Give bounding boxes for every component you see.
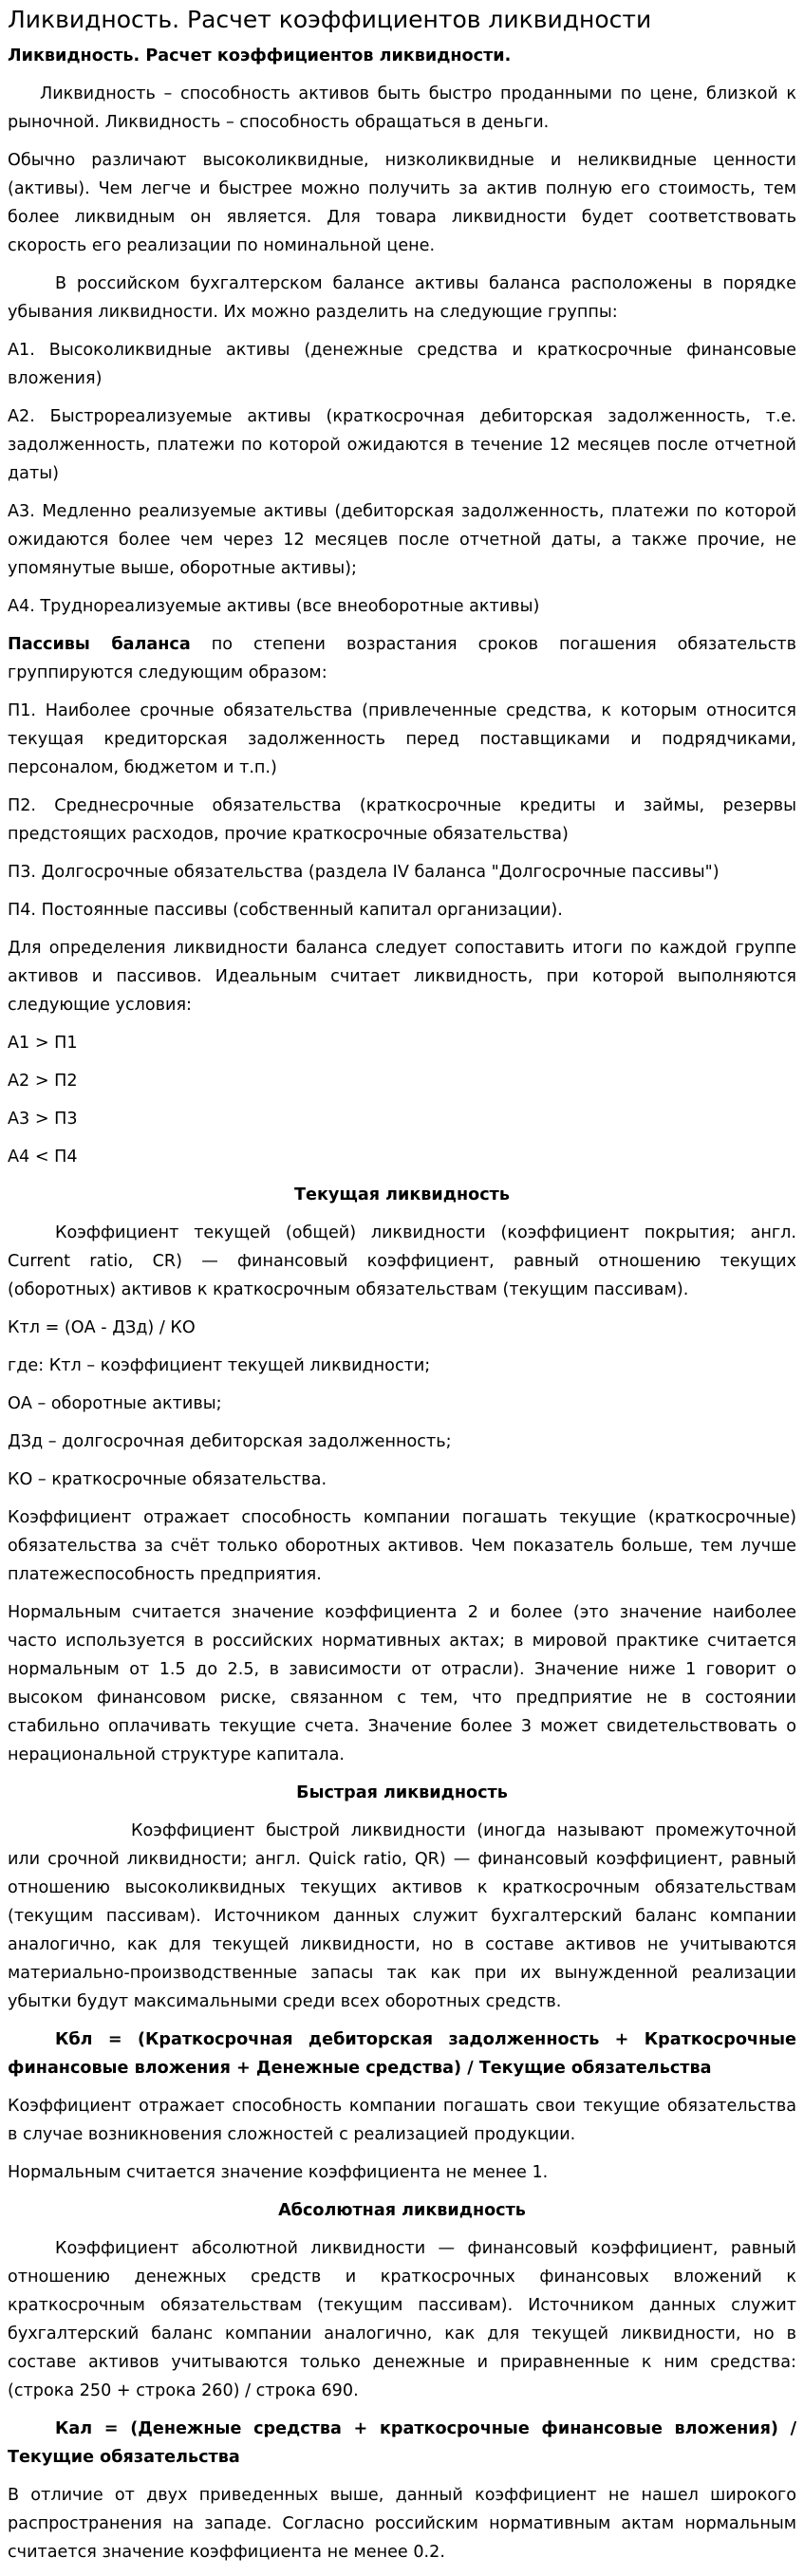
quick-definition: Коэффициент быстрой ликвидности (иногда называют промежуточной или срочной ликвидности; англ. Quick ratio, QR) — финансовый коэффициент, равный отношению высоколиквидных текущих активов к краткосрочным обязательствам (текущим пассивам). Источником данных служит бухгалтерский баланс компании аналогично, как для текущей ликвидности, но в составе активов не учитываются материально-производственные запасы так как при их вынужденной реализации убытки будут максимальными среди всех оборотных средств. bbox=[8, 1821, 796, 2011]
condition-item: А2 > П2 bbox=[8, 1072, 78, 1091]
document bbox=[0, 6, 804, 2567]
formula-legend-item: ОА – оборотные активы; bbox=[8, 1394, 222, 1413]
conditions-intro: Для определения ликвидности баланса следует сопоставить итоги по каждой группе активов и пассивов. Идеальным считает ликвидность, при которой выполняются следующие условия: bbox=[8, 939, 796, 1015]
intro-paragraph: В российском бухгалтерском балансе активы баланса расположены в порядке убывания ликвидности. Их можно разделить на следующие группы: bbox=[8, 274, 796, 322]
absolute-formula: Кал = (Денежные средства + краткосрочные финансовые вложения) / Текущие обязательства bbox=[8, 2419, 796, 2467]
subtitle: Ликвидность. Расчет коэффициентов ликвидности. bbox=[8, 47, 512, 65]
current-normal: Нормальным считается значение коэффициента 2 и более (это значение наиболее часто используется в российских нормативных актах; в мировой практике считается нормальным от 1.5 до 2.5, в зависимости от отрасли). Значение ниже 1 говорит о высоком финансовом риске, связанном с тем, что предприятие не в состоянии стабильно оплачивать текущие счета. Значение более 3 может свидетельствовать о нерациональной структуре капитала. bbox=[8, 1603, 796, 1764]
current-definition: Коэффициент текущей (общей) ликвидности (коэффициент покрытия; англ. Current ratio, CR) — финансовый коэффициент, равный отношению текущих (оборотных) активов к краткосрочным обязательствам (текущим пассивам). bbox=[8, 1223, 796, 1299]
liabilities-intro-rest: по степени возрастания сроков погашения обязательств группируются следующим образом: bbox=[8, 635, 796, 682]
quick-formula: Кбл = (Краткосрочная дебиторская задолженность + Краткосрочные финансовые вложения + Денежные средства) / Текущие обязательства bbox=[8, 2030, 796, 2078]
condition-item: А1 > П1 bbox=[8, 1034, 78, 1053]
condition-item: А3 > П3 bbox=[8, 1110, 78, 1129]
section-heading-current: Текущая ликвидность bbox=[294, 1185, 510, 1204]
asset-group-a4: А4. Труднореализуемые активы (все внеоборотные активы) bbox=[8, 597, 540, 616]
liability-group-p2: П2. Среднесрочные обязательства (краткосрочные кредиты и займы, резервы предстоящих расходов, прочие краткосрочные обязательства) bbox=[8, 796, 796, 844]
asset-group-a2: А2. Быстрореализуемые активы (краткосрочная дебиторская задолженность, т.е. задолженность, платежи по которой ожидаются в течение 12 месяцев после отчетной даты) bbox=[8, 407, 796, 483]
liability-group-p3: П3. Долгосрочные обязательства (раздела IV баланса "Долгосрочные пассивы") bbox=[8, 863, 720, 882]
liability-group-p1: П1. Наиболее срочные обязательства (привлеченные средства, к которым относится текущая кредиторская задолженность перед поставщиками и подрядчиками, персоналом, бюджетом и т.п.) bbox=[8, 701, 796, 777]
current-formula: Ктл = (ОА - ДЗд) / КО bbox=[8, 1318, 196, 1337]
quick-normal: Нормальным считается значение коэффициента не менее 1. bbox=[8, 2163, 549, 2182]
liability-group-p4: П4. Постоянные пассивы (собственный капитал организации). bbox=[8, 901, 563, 920]
section-heading-quick: Быстрая ликвидность bbox=[296, 1783, 508, 1802]
formula-legend-item: ДЗд – долгосрочная дебиторская задолженность; bbox=[8, 1432, 452, 1451]
current-meaning: Коэффициент отражает способность компании погашать текущие (краткосрочные) обязательства за счёт только оборотных активов. Чем показатель больше, тем лучше платежеспособность предприятия. bbox=[8, 1508, 796, 1584]
liabilities-intro-bold: Пассивы баланса bbox=[8, 635, 191, 654]
absolute-normal: В отличие от двух приведенных выше, данный коэффициент не нашел широкого распространения на западе. Согласно российским нормативным актам нормальным считается значение коэффициента не менее 0.2. bbox=[8, 2486, 796, 2562]
formula-legend-item: где: Ктл – коэффициент текущей ликвидности; bbox=[8, 1356, 431, 1375]
quick-meaning: Коэффициент отражает способность компании погашать свои текущие обязательства в случае возникновения сложностей с реализацией продукции. bbox=[8, 2097, 796, 2144]
liabilities-intro bbox=[8, 630, 796, 687]
condition-item: А4 < П4 bbox=[8, 1148, 78, 1167]
asset-group-a1: А1. Высоколиквидные активы (денежные средства и краткосрочные финансовые вложения) bbox=[8, 341, 796, 388]
intro-paragraph: Ликвидность – способность активов быть быстро проданными по цене, близкой к рыночной. Ликвидность – способность обращаться в деньги. bbox=[8, 84, 796, 132]
section-heading-absolute: Абсолютная ликвидность bbox=[278, 2201, 526, 2220]
intro-paragraph: Обычно различают высоколиквидные, низколиквидные и неликвидные ценности (активы). Чем легче и быстрее можно получить за актив полную его стоимость, тем более ликвидным он является. Для товара ликвидности будет соответствовать скорость его реализации по номинальной цене. bbox=[8, 151, 796, 255]
formula-legend-item: КО – краткосрочные обязательства. bbox=[8, 1470, 327, 1489]
absolute-definition: Коэффициент абсолютной ликвидности — финансовый коэффициент, равный отношению денежных средств и краткосрочных финансовых вложений к краткосрочным обязательствам (текущим пассивам). Источником данных служит бухгалтерский баланс компании аналогично, как для текущей ликвидности, но в составе активов учитываются только денежные и приравненные к ним средства: (строка 250 + строка 260) / строка 690. bbox=[8, 2239, 796, 2400]
asset-group-a3: А3. Медленно реализуемые активы (дебиторская задолженность, платежи по которой ожидаются более чем через 12 месяцев после отчетной даты, а также прочие, не упомянутые выше, оборотные активы); bbox=[8, 502, 796, 578]
page-title: Ликвидность. Расчет коэффициентов ликвидности bbox=[8, 6, 652, 33]
